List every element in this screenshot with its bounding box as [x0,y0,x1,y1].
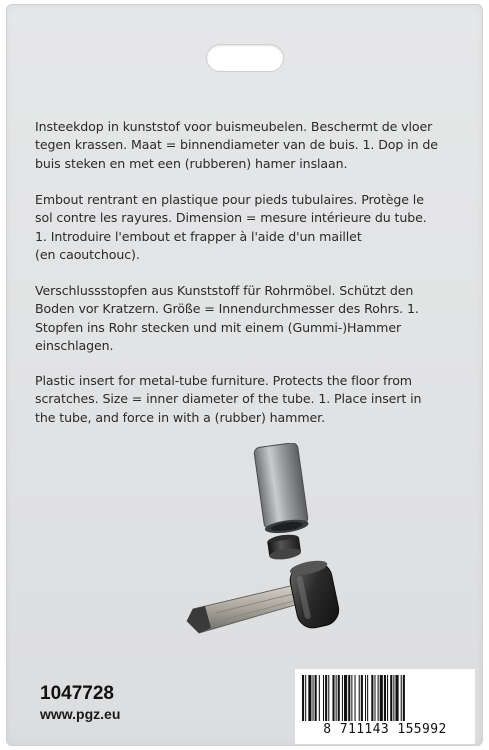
plastic-insert [267,533,302,561]
barcode-bar [361,675,363,721]
metal-tube [254,443,310,535]
barcode-bar [378,675,379,721]
barcode [295,669,475,744]
barcode-bar [325,675,327,721]
website-url[interactable]: www.pgz.eu [40,706,121,722]
barcode-bar [367,675,368,721]
barcode-bar [332,675,334,721]
rubber-hammer-head [287,558,342,631]
barcode-bar [401,675,402,721]
barcode-bar [403,675,405,721]
description-english: Plastic insert for metal-tube furniture. Protects the floor from scratches. Size = inner diameter of the tube. 1. Place insert in the tube, and force in with a (rubber) hammer. [35,373,422,425]
barcode-bar [336,675,337,721]
barcode-bar [395,675,398,721]
barcode-bar [365,675,366,721]
barcode-number: 8 711143 155992 [323,722,447,737]
description-french: Embout rentrant en plastique pour pieds tubulaires. Protège le sol contre les rayures. Dimension = mesure intérieure du tube. 1. Introduire l'embout et frapper à l'aide d'un maillet (en caoutchouc). [35,192,427,262]
barcode-bar [344,675,347,721]
barcode-bars [301,675,469,723]
barcode-bar [342,675,343,721]
barcode-bar [313,675,314,721]
barcode-bar [323,675,324,721]
barcode-bar [390,675,392,721]
barcode-bar [305,675,306,721]
barcode-bar [315,675,317,721]
barcode-bar [359,675,360,721]
barcode-bar [348,675,350,721]
description-german: Verschlussstopfen aus Kunststoff für Rohrmöbel. Schützt den Boden vor Kratzern. Größe = Innendurchmesser des Rohrs. 1. Stopfen ins Rohr stecken und mit einem (Gummi-)Hammer einschlagen. [35,283,419,353]
description-dutch: Insteekdop in kunststof voor buismeubelen. Beschermt de vloer tegen krassen. Maat = binnendiameter van de buis. 1. Dop in de buis steken en met een (rubberen) hamer inslaan. [35,119,438,171]
barcode-bar [351,675,352,721]
hammer-handle [187,583,309,633]
barcode-bar [328,675,329,721]
barcode-bar [380,675,383,721]
barcode-bar [308,675,311,721]
illustration-svg [185,443,365,658]
barcode-bar [374,675,375,721]
product-card-back [6,4,483,746]
barcode-bar [355,675,356,721]
barcode-bar [371,675,373,721]
barcode-bar [338,675,340,721]
barcode-bar [393,675,394,721]
barcode-bar [384,675,386,721]
hammer-insert-illustration [185,443,365,658]
barcode-bar [387,675,388,721]
barcode-bar [319,675,320,721]
article-number: 1047728 [40,683,114,704]
barcode-bar [302,675,304,721]
hang-hole [206,44,284,72]
